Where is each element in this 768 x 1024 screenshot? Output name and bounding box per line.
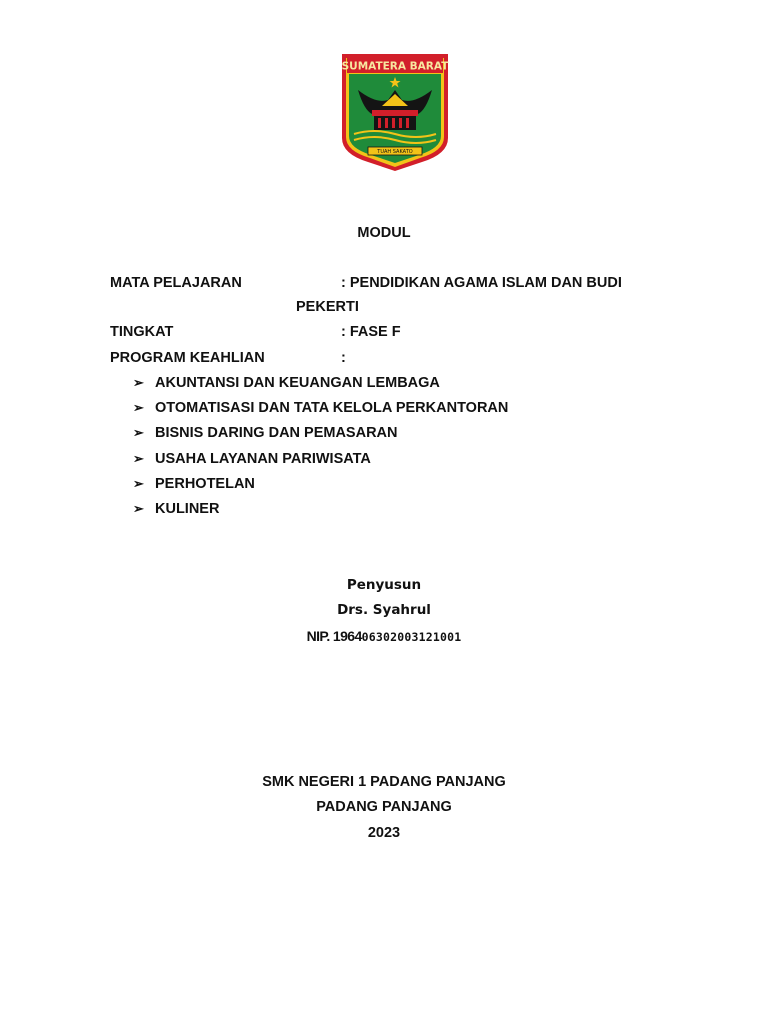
arrow-bullet-icon: ➢ xyxy=(133,450,144,466)
nip-number: 06302003121001 xyxy=(361,630,462,644)
arrow-bullet-icon: ➢ xyxy=(133,475,144,491)
arrow-bullet-icon: ➢ xyxy=(133,400,144,416)
city-name: PADANG PANJANG xyxy=(316,799,452,815)
sumatera-barat-logo xyxy=(338,50,452,174)
list-item xyxy=(133,450,508,475)
list-item xyxy=(133,374,508,399)
list-item xyxy=(133,500,508,525)
level-label: TINGKAT xyxy=(110,324,174,340)
level-value: : FASE F xyxy=(341,324,401,340)
program-item-text: AKUNTANSI DAN KEUANGAN LEMBAGA xyxy=(155,375,440,391)
program-value: : xyxy=(341,350,346,366)
nip-prefix: NIP. 1964 xyxy=(306,628,362,644)
subject-value-continuation: PEKERTI xyxy=(296,299,359,315)
program-label: PROGRAM KEAHLIAN xyxy=(110,350,265,366)
school-name: SMK NEGERI 1 PADANG PANJANG xyxy=(262,774,506,790)
program-item-text: PERHOTELAN xyxy=(155,475,255,492)
year: 2023 xyxy=(367,825,401,841)
document-title: MODUL xyxy=(357,225,411,241)
author-name: Drs. Syahrul xyxy=(337,602,431,618)
logo-banner-text: SUMATERA BARAT xyxy=(341,60,449,73)
author-label: Penyusun xyxy=(346,577,422,593)
logo-ribbon-text: TUAH SAKATO xyxy=(377,149,413,155)
list-item xyxy=(133,424,508,449)
author-nip xyxy=(0,627,768,646)
list-item xyxy=(133,475,508,500)
arrow-bullet-icon: ➢ xyxy=(133,500,144,516)
program-item-text: BISNIS DARING DAN PEMASARAN xyxy=(155,425,398,442)
program-list xyxy=(133,374,508,525)
arrow-bullet-icon: ➢ xyxy=(133,425,144,441)
program-item-text: KULINER xyxy=(155,500,220,517)
subject-value: : PENDIDIKAN AGAMA ISLAM DAN BUDI xyxy=(341,275,622,291)
arrow-bullet-icon: ➢ xyxy=(133,375,144,390)
list-item xyxy=(133,399,508,424)
program-item-text: USAHA LAYANAN PARIWISATA xyxy=(155,450,371,467)
program-item-text: OTOMATISASI DAN TATA KELOLA PERKANTORAN xyxy=(155,400,509,417)
subject-label: MATA PELAJARAN xyxy=(110,275,242,291)
